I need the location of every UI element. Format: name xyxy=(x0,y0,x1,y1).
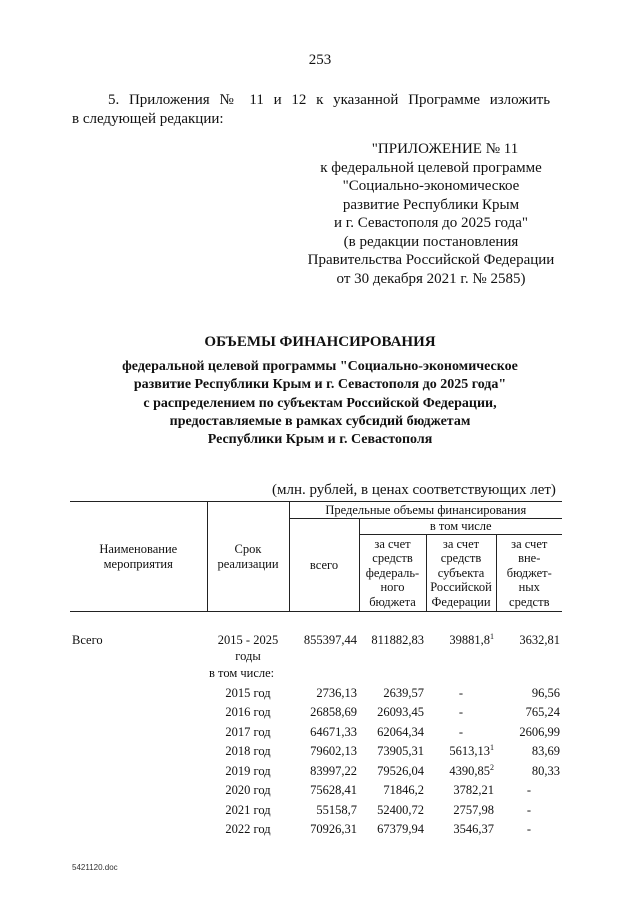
subtitle-line: развитие Республики Крым и г. Севастополя до 2025 года" xyxy=(133,377,507,393)
cell-federal: 811882,83 xyxy=(371,633,424,647)
header-line: бюджета xyxy=(369,594,416,609)
table-row xyxy=(70,801,562,821)
cell-value: 5613,13 xyxy=(449,744,490,758)
header-line: средств xyxy=(440,551,482,566)
cell-total: 70926,31 xyxy=(310,822,357,836)
cell-period: 2017 год xyxy=(225,724,271,739)
intro-word: 12 xyxy=(291,92,307,108)
cell-total: 2736,13 xyxy=(316,685,357,700)
cell-subject xyxy=(426,762,496,782)
cell-federal: 71846,2 xyxy=(383,783,424,797)
header-offbudget xyxy=(496,535,562,612)
intro-word: и xyxy=(273,92,282,108)
cell-name xyxy=(70,742,207,762)
cell-value: 3546,37 xyxy=(453,822,494,836)
subtitle-line: с распределением по субъектам Российской Федерации, xyxy=(143,395,497,411)
intro-word: № 11 xyxy=(219,92,264,108)
cell-period: 2020 год xyxy=(225,783,271,797)
header-subject xyxy=(426,535,496,612)
cell-subject xyxy=(426,723,496,743)
appendix-line: развитие Республики Крым xyxy=(342,196,520,213)
intro-word: изложить xyxy=(489,92,551,108)
intro-word: указанной xyxy=(333,92,399,108)
cell-offbudget: 80,33 xyxy=(531,763,561,778)
cell-federal: 79526,04 xyxy=(377,763,424,778)
cell-value: - xyxy=(458,724,464,739)
intro-word: 5. Приложения xyxy=(108,92,210,108)
including-label: в том числе: xyxy=(209,666,275,680)
header-line: реализации xyxy=(217,556,279,571)
appendix-header xyxy=(300,140,562,288)
period-line: годы xyxy=(235,649,261,663)
cell-period: 2021 год xyxy=(225,802,271,817)
cell-subject xyxy=(426,703,496,723)
appendix-line: Правительства Российской Федерации xyxy=(307,252,555,268)
intro-paragraph-line1 xyxy=(108,92,550,109)
cell-period: 2018 год xyxy=(225,744,271,758)
cell-value: 3782,21 xyxy=(453,783,494,797)
document-id: 5421120.doc xyxy=(72,863,118,872)
cell-period: 2019 год xyxy=(225,763,271,778)
table-row-total xyxy=(70,612,562,665)
cell-offbudget: 2606,99 xyxy=(519,724,561,739)
cell-period: 2016 год xyxy=(225,705,271,719)
header-line: за счет xyxy=(442,536,480,551)
cell-value: - xyxy=(458,705,464,719)
cell-total: 55158,7 xyxy=(316,802,357,817)
cell-offbudget: 765,24 xyxy=(525,705,561,719)
cell-federal: 67379,94 xyxy=(377,822,424,836)
document-title: ОБЪЕМЫ ФИНАНСИРОВАНИЯ xyxy=(204,334,436,350)
table-row xyxy=(70,684,562,704)
cell-subject xyxy=(426,742,496,762)
intro-word: к xyxy=(316,92,324,108)
header-line: средств xyxy=(509,594,550,609)
table-row-including xyxy=(70,664,562,684)
cell-total: 26858,69 xyxy=(310,705,357,719)
header-name xyxy=(70,502,207,612)
header-line: средств xyxy=(372,551,413,566)
header-federal xyxy=(359,535,426,612)
cell-subject xyxy=(426,820,496,840)
table-row xyxy=(70,820,562,840)
cell-name xyxy=(70,801,207,821)
cell-total: 855397,44 xyxy=(303,633,357,647)
appendix-line: "ПРИЛОЖЕНИЕ № 11 xyxy=(371,141,519,157)
intro-paragraph-line2: в следующей редакции: xyxy=(72,111,224,127)
financing-table xyxy=(70,501,562,840)
cell-value: - xyxy=(458,685,464,700)
cell-offbudget: - xyxy=(526,822,532,836)
cell-name xyxy=(70,820,207,840)
cell-value: 2757,98 xyxy=(453,802,494,817)
cell-period: 2015 год xyxy=(225,685,271,700)
footnote-mark: 1 xyxy=(490,742,494,752)
header-period xyxy=(207,502,289,612)
table-row xyxy=(70,742,562,762)
table-row xyxy=(70,723,562,743)
cell-subject xyxy=(426,781,496,801)
intro-word: Программе xyxy=(408,92,480,108)
cell-offbudget: - xyxy=(526,783,532,797)
cell-total: 75628,41 xyxy=(310,783,357,797)
cell-value: 4390,85 xyxy=(449,763,490,778)
header-line: ного xyxy=(380,580,405,595)
cell-total: 64671,33 xyxy=(310,724,357,739)
cell-subject xyxy=(426,684,496,704)
header-line: за счет xyxy=(374,536,411,551)
period-line: 2015 - 2025 xyxy=(217,633,279,647)
table-row xyxy=(70,762,562,782)
header-line: мероприятия xyxy=(103,556,173,571)
header-line: бюджет- xyxy=(506,565,552,580)
cell-name: Всего xyxy=(72,633,103,647)
appendix-line: к федеральной целевой программе xyxy=(320,159,542,176)
page-number: 253 xyxy=(308,52,332,68)
header-line: за счет xyxy=(511,536,548,551)
cell-period xyxy=(207,612,289,665)
appendix-line: (в редакции постановления xyxy=(343,233,519,250)
header-line: ных xyxy=(518,580,540,595)
cell-offbudget: 96,56 xyxy=(531,685,561,700)
cell-federal: 26093,45 xyxy=(377,705,424,719)
cell-federal: 52400,72 xyxy=(377,802,424,817)
cell-name xyxy=(70,723,207,743)
document-subtitle xyxy=(0,358,640,449)
cell-name xyxy=(70,762,207,782)
table-row xyxy=(70,781,562,801)
cell-value: 39881,8 xyxy=(449,633,490,647)
appendix-line: "Социально-экономическое xyxy=(342,178,520,194)
cell-offbudget: - xyxy=(526,802,532,817)
cell-subject xyxy=(426,801,496,821)
header-line: Российской xyxy=(430,580,492,595)
cell-federal: 62064,34 xyxy=(377,724,424,739)
header-line: Наименование xyxy=(99,542,178,556)
cell-subject xyxy=(426,612,496,665)
cell-federal: 2639,57 xyxy=(383,685,424,700)
cell-offbudget: 3632,81 xyxy=(519,633,561,647)
cell-name xyxy=(70,703,207,723)
appendix-line: от 30 декабря 2021 г. № 2585) xyxy=(336,270,526,287)
footnote-mark: 2 xyxy=(490,762,494,772)
header-including: в том числе xyxy=(359,519,562,535)
cell-federal: 73905,31 xyxy=(377,744,424,758)
subtitle-line: федеральной целевой программы "Социально-экономическое xyxy=(122,359,518,374)
subtitle-line: предоставляемые в рамках субсидий бюджетам xyxy=(169,413,471,429)
header-line: вне- xyxy=(518,551,541,566)
cell-offbudget: 83,69 xyxy=(531,744,561,758)
table-row xyxy=(70,703,562,723)
footnote-mark: 1 xyxy=(490,631,494,641)
header-total: всего xyxy=(289,519,359,612)
cell-name xyxy=(70,684,207,704)
cell-total: 79602,13 xyxy=(310,744,357,758)
header-line: Срок xyxy=(234,542,262,556)
cell-name xyxy=(70,781,207,801)
header-line: Федерации xyxy=(431,594,491,609)
header-line: субъекта xyxy=(437,565,485,580)
header-line: федераль- xyxy=(365,565,420,580)
header-limits: Предельные объемы финансирования xyxy=(289,502,562,519)
cell-total: 83997,22 xyxy=(310,763,357,778)
subtitle-line: Республики Крым и г. Севастополя xyxy=(207,432,433,448)
units-note: (млн. рублей, в ценах соответствующих лет) xyxy=(272,482,556,498)
appendix-line: и г. Севастополя до 2025 года" xyxy=(334,215,528,231)
cell-period: 2022 год xyxy=(225,822,271,836)
